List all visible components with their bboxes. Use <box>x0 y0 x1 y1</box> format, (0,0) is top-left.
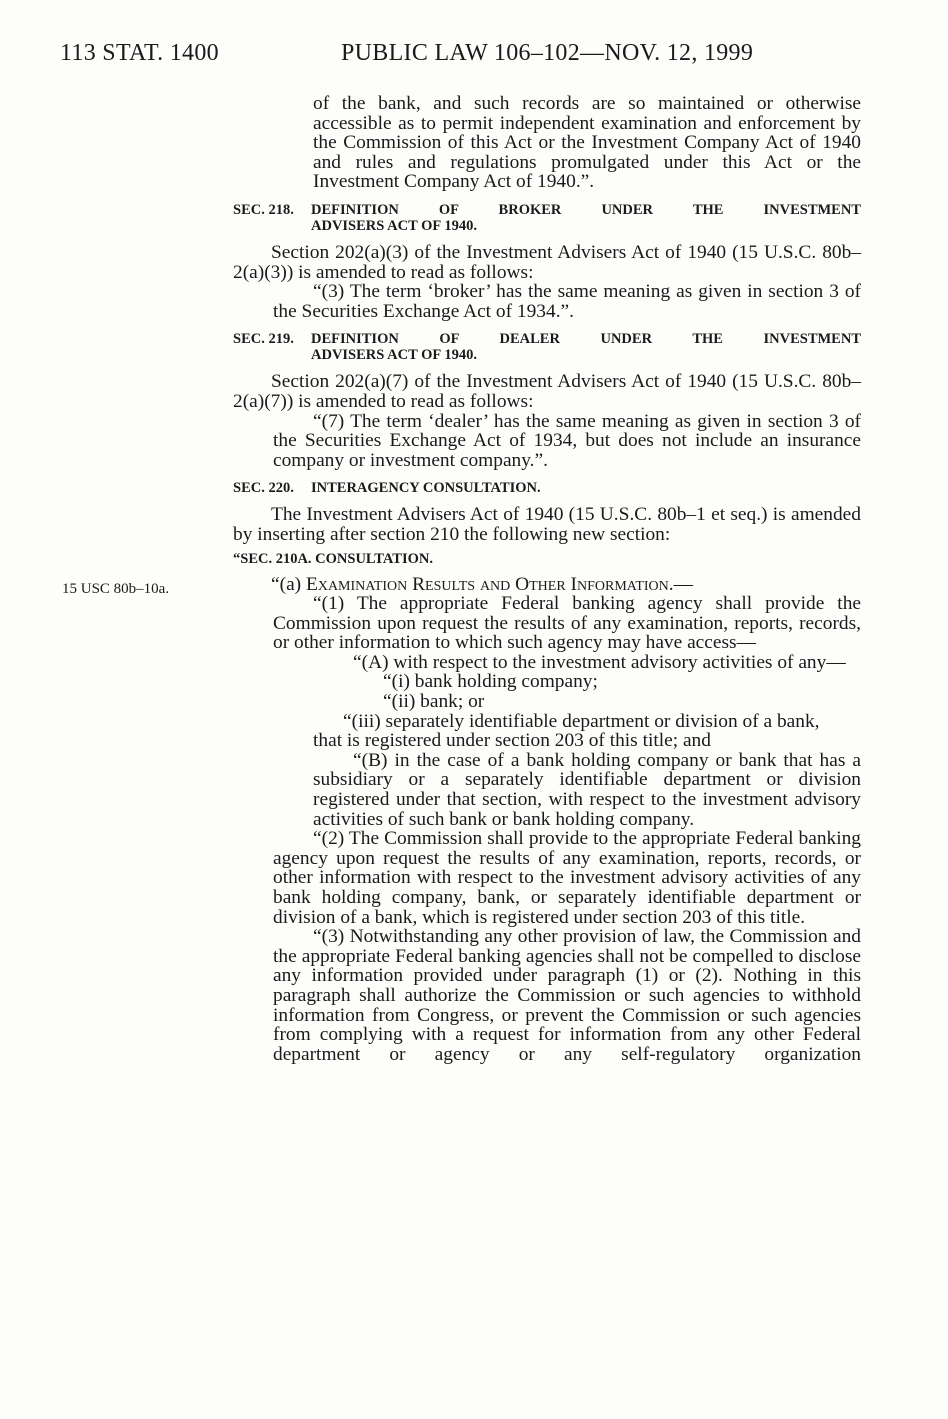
subsection-suffix: .— <box>668 573 694 595</box>
section-219-heading <box>233 331 861 363</box>
running-header: PUBLIC LAW 106–102—NOV. 12, 1999 <box>341 40 754 66</box>
section-210a-heading: “SEC. 210A. CONSULTATION. <box>233 550 433 567</box>
section-title-line1: DEFINITION OF BROKER UNDER THE INVESTMENT <box>311 201 861 218</box>
flush-text: that is registered under section 203 of this title; and <box>313 730 711 752</box>
paragraph: Section 202(a)(3) of the Investment Advisers Act of 1940 (15 U.S.C. 80b–2(a)(3)) is amended to read as follows: <box>233 241 861 283</box>
paragraph: The Investment Advisers Act of 1940 (15 U.S.C. 80b–1 et seq.) is amended by inserting after section 210 the following new section: <box>233 504 861 545</box>
section-number: SEC. 219. <box>233 331 294 348</box>
section-title-line1: DEFINITION OF DEALER UNDER THE INVESTMENT <box>311 331 861 348</box>
subsection-heading: Examination Results and Other Information <box>305 573 669 595</box>
clause-iii: “(iii) separately identifiable department or division of a bank, <box>343 710 820 732</box>
section-220-heading <box>233 480 861 496</box>
subparagraph-b: “(B) in the case of a bank holding company or bank that has a subsidiary or a separately identifiable department or division registered under that section, with respect to the investment advisory activities of such bank or bank holding company. <box>313 749 861 830</box>
quoted-paragraph: “(3) The term ‘broker’ has the same meaning as given in section 3 of the Securities Exchange Act of 1934.”. <box>273 281 861 322</box>
clause-i: “(i) bank holding company; <box>383 671 598 693</box>
section-218-heading <box>233 202 861 234</box>
paragraph-continuation: of the bank, and such records are so maintained or otherwise accessible as to permit independent examination and enforcement by the Commission of this Act or the Investment Company Act of 1940 and rules and regulations promulgated under this Act or the Investment Company Act of 1940.”. <box>313 93 861 193</box>
subsection-a <box>233 575 861 595</box>
subparagraph-a: “(A) with respect to the investment advisory activities of any— <box>353 651 846 673</box>
text-column <box>233 94 861 1064</box>
section-title: INTERAGENCY CONSULTATION. <box>311 480 541 497</box>
paragraph-2: “(2) The Commission shall provide to the appropriate Federal banking agency upon request the results of any examination, reports, records, or other information with respect to the investment advisory activities of any bank holding company, bank, or separately identifiable department or division of a bank, which is registered under section 203 of this title. <box>273 828 861 928</box>
quoted-paragraph: “(7) The term ‘dealer’ has the same meaning as given in section 3 of the Securities Exchange Act of 1934, but does not include an insurance company or investment company.”. <box>273 410 861 471</box>
paragraph-1: “(1) The appropriate Federal banking agency shall provide the Commission upon request the results of any examination, reports, records, or other information to which such agency may have access— <box>273 593 861 654</box>
subsection-prefix: “(a) <box>271 573 306 595</box>
section-title-line2: ADVISERS ACT OF 1940. <box>311 217 477 234</box>
margin-citation: 15 USC 80b–10a. <box>62 581 170 597</box>
paragraph: Section 202(a)(7) of the Investment Advisers Act of 1940 (15 U.S.C. 80b–2(a)(7)) is amended to read as follows: <box>233 371 861 412</box>
section-number: SEC. 218. <box>233 201 294 218</box>
section-title-line2: ADVISERS ACT OF 1940. <box>311 347 477 364</box>
page-stat-number: 113 STAT. 1400 <box>60 40 219 66</box>
section-number: SEC. 220. <box>233 480 294 497</box>
paragraph-3: “(3) Notwithstanding any other provision of law, the Commission and the appropriate Federal banking agencies shall not be compelled to disclose any information provided under paragraph (1) or (2). Nothing in this paragraph shall authorize the Commission or such agencies to withhold information from Congress, or prevent the Commission or such agencies from complying with a request for information from any other Federal department or agency or any self-regulatory organization <box>273 926 861 1065</box>
clause-ii: “(ii) bank; or <box>383 691 485 713</box>
